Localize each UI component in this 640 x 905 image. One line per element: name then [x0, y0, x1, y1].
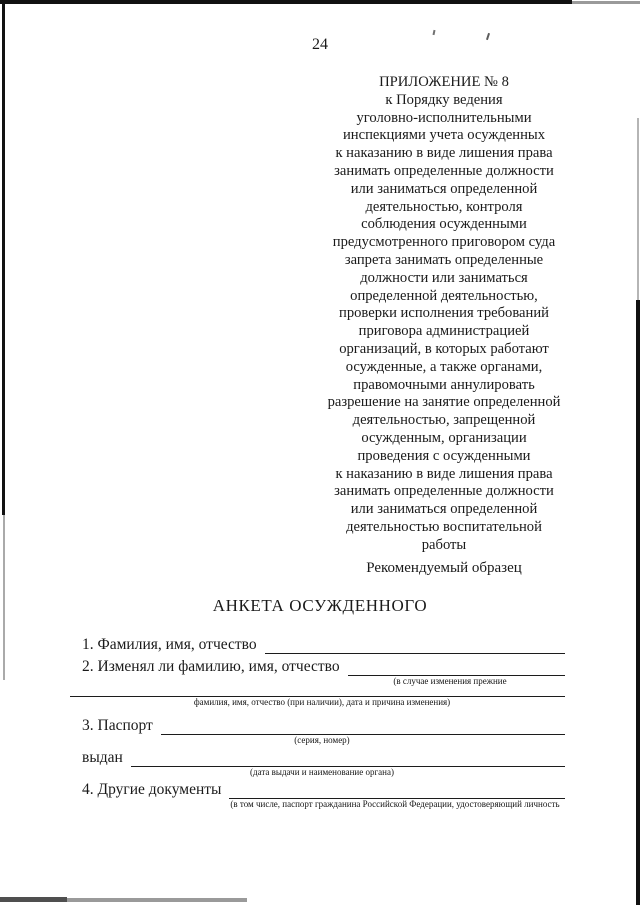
appendix-line: соблюдения осужденными — [361, 216, 527, 233]
field-issued — [70, 747, 565, 767]
appendix-line: уголовно-исполнительными — [356, 109, 532, 126]
appendix-line: занимать определенные должности — [334, 483, 554, 500]
appendix-line: деятельностью воспитательной — [346, 518, 542, 535]
field-surname-blank — [265, 631, 565, 654]
scan-artifact — [486, 33, 490, 40]
scan-edge-top-gray — [572, 1, 640, 4]
appendix-line: или заниматься определенной — [350, 501, 538, 518]
field-issued-blank — [131, 746, 565, 767]
appendix-line: проведения с осужденными — [357, 447, 531, 464]
appendix-line: должности или заниматься — [360, 269, 528, 286]
scan-edge-bottom-gray — [67, 898, 247, 902]
appendix-line: занимать определенные должности — [334, 162, 554, 179]
scan-artifact — [433, 30, 436, 35]
scan-edge-top — [0, 0, 572, 4]
sample-note: Рекомендуемый образец — [366, 560, 522, 576]
appendix-line: определенной деятельностью, — [350, 287, 538, 304]
appendix-line: работы — [421, 536, 467, 553]
field-other-documents-label: 4. Другие документы — [82, 781, 222, 798]
appendix-line: разрешение на занятие определенной — [327, 394, 561, 411]
appendix-line: или заниматься определенной — [350, 180, 538, 197]
appendix-line: осужденным, организации — [361, 429, 527, 446]
page-number: 24 — [312, 36, 328, 53]
field-issued-caption: (дата выдачи и наименование органа) — [250, 767, 394, 777]
appendix-line: к наказанию в виде лишения права — [335, 465, 553, 482]
appendix-line: осужденные, а также органами, — [345, 358, 543, 375]
scan-edge-right-gray — [637, 118, 639, 303]
field-name-change-caption-continued: фамилия, имя, отчество (при наличии), дата и причина изменения) — [193, 697, 451, 707]
field-other-documents-caption: (в том числе, паспорт гражданина Российской Федерации, удостоверяющий личность — [230, 799, 560, 809]
field-name-change — [70, 654, 565, 676]
appendix-line: инспекциями учета осужденных — [342, 127, 546, 144]
appendix-line: к Порядку ведения — [385, 91, 503, 108]
field-name-change-caption: (в случае изменения прежние — [393, 676, 507, 686]
field-passport-blank — [161, 712, 565, 735]
form-title: АНКЕТА ОСУЖДЕННОГО — [212, 596, 428, 615]
appendix-line: к наказанию в виде лишения права — [335, 145, 553, 162]
field-surname — [70, 632, 565, 654]
field-other-documents — [70, 779, 565, 799]
appendix-line: деятельностью, запрещенной — [352, 412, 536, 429]
appendix-line: правомочными аннулировать — [353, 376, 535, 393]
questionnaire-form — [70, 632, 565, 811]
appendix-line: приговора администрацией — [358, 323, 530, 340]
field-other-documents-blank — [229, 778, 565, 799]
field-name-change-label: 2. Изменял ли фамилию, имя, отчество — [82, 658, 340, 675]
appendix-line: запрета занимать определенные — [344, 251, 544, 268]
field-passport-caption: (серия, номер) — [294, 735, 350, 745]
appendix-heading — [283, 74, 605, 555]
appendix-line: предусмотренного приговором суда — [332, 234, 556, 251]
appendix-line: деятельностью, контроля — [365, 198, 523, 215]
scan-edge-bottom — [0, 897, 67, 902]
field-name-change-blank-continued — [70, 687, 565, 697]
appendix-line: ПРИЛОЖЕНИЕ № 8 — [379, 74, 509, 90]
field-passport — [70, 713, 565, 735]
field-name-change-blank — [348, 653, 565, 676]
appendix-line: организаций, в которых работают — [339, 340, 549, 357]
field-issued-label: выдан — [82, 749, 123, 766]
field-surname-label: 1. Фамилия, имя, отчество — [82, 636, 257, 653]
appendix-line: проверки исполнения требований — [339, 305, 549, 322]
field-passport-label: 3. Паспорт — [82, 717, 153, 734]
scan-edge-left — [2, 0, 5, 515]
